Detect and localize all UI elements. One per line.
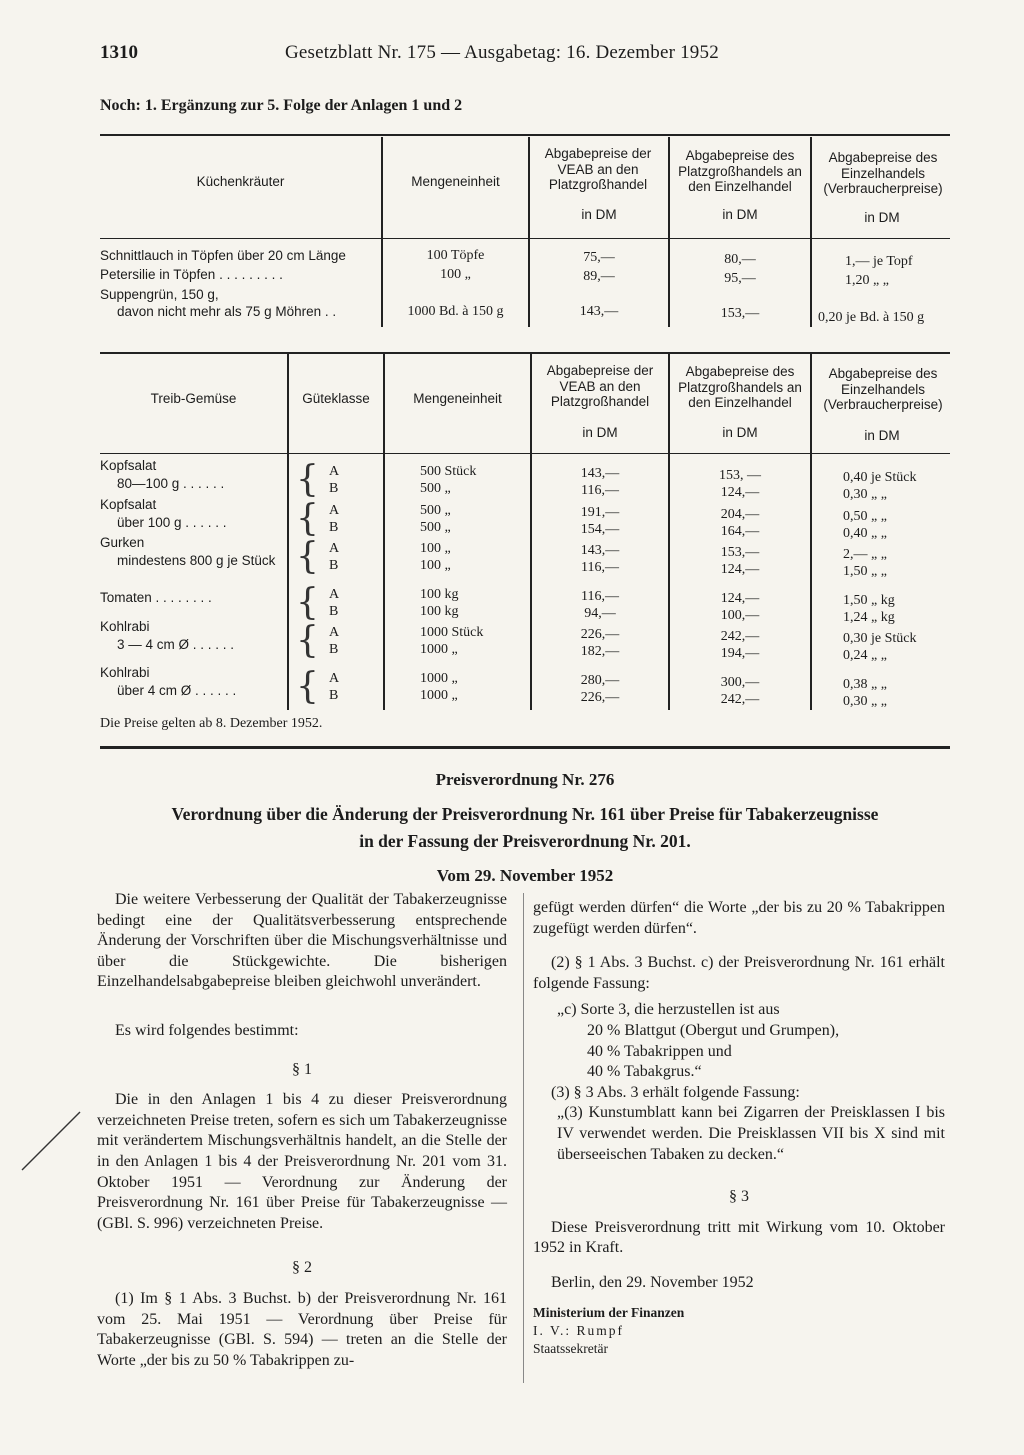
cell-veab: 94,— (584, 606, 616, 621)
page-number: 1310 (100, 42, 138, 63)
row-label: mindestens 800 g je Stück (117, 553, 276, 568)
paragraph: (2) § 1 Abs. 3 Buchst. c) der Preisverordnung Nr. 161 erhält folgende Fassung: (533, 954, 945, 992)
quote-line: 40 % Tabakgrus.“ (587, 1063, 702, 1081)
cell-einzel: 1,20 „ „ (845, 273, 889, 288)
row-label: Kopfsalat (100, 497, 157, 512)
row-label: 80—100 g . . . . . . (117, 476, 225, 491)
grade-b: B (329, 604, 339, 619)
cell-gross: 80,— (724, 252, 756, 267)
cell-gross: 124,— (720, 591, 760, 606)
section-mark: § 3 (729, 1188, 749, 1206)
grade-b: B (329, 558, 339, 573)
cell-einzel: 0,40 je Stück (843, 470, 917, 485)
brace: { (296, 536, 319, 577)
paragraph: Diese Preisverordnung tritt mit Wirkung vom 10. Oktober 1952 in Kraft. (533, 1218, 945, 1257)
decree-date: Vom 29. November 1952 (436, 866, 614, 885)
cell-menge: 100 „ (420, 558, 451, 573)
cell-veab: 191,— (580, 505, 620, 520)
row-label: Kohlrabi (100, 619, 150, 634)
column-header: Abgabepreise des Einzelhandels (Verbraucherpreise) (823, 150, 943, 196)
cell-veab: 89,— (583, 269, 615, 284)
cell-veab: 280,— (580, 673, 620, 688)
cell-gross: 242,— (720, 629, 760, 644)
row-label: Kopfsalat (100, 458, 157, 473)
cell-veab: 154,— (580, 522, 620, 537)
row-label: Suppengrün, 150 g, (100, 287, 219, 302)
row-label: davon nicht mehr als 75 g Möhren . . (117, 304, 337, 319)
cell-menge: 500 Stück (420, 464, 477, 479)
cell-gross: 242,— (720, 692, 760, 707)
cell-gross: 124,— (720, 485, 760, 500)
column-header: Abgabepreise der VEAB an den Platzgroßhandel (546, 363, 654, 409)
right-column (533, 898, 945, 1358)
decree-subtitle: Verordnung über die Änderung der Preisverordnung Nr. 161 über Preise für Tabakerzeugnisse (171, 804, 879, 824)
cell-einzel: 1,50 „ „ (843, 564, 887, 579)
quote-paragraph: „(3) Kunstumblatt kann bei Zigarren der Preisklassen I bis IV verwendet werden. Die Preisklassen VII bis X sind mit überseeischen Tabaken zu decken.“ (557, 1104, 945, 1163)
cell-menge: 100 kg (420, 604, 459, 619)
cell-einzel: 0,20 je Bd. à 150 g (818, 310, 925, 325)
unit-label: in DM (581, 207, 617, 222)
decree-title: Preisverordnung Nr. 276 (435, 770, 615, 789)
cell-gross: 124,— (720, 562, 760, 577)
cell-menge: 500 „ (420, 520, 451, 535)
section-mark: § 1 (292, 1060, 312, 1078)
brace: { (296, 582, 319, 623)
cell-gross: 153, — (719, 468, 761, 483)
cell-menge: 1000 Bd. à 150 g (407, 304, 504, 319)
cell-menge: 1000 „ (420, 671, 458, 686)
cell-einzel: 2,— „ „ (843, 547, 887, 562)
column-header: Küchenkräuter (196, 174, 285, 189)
paragraph: (3) § 3 Abs. 3 erhält folgende Fassung: (551, 1083, 800, 1101)
cell-veab: 116,— (581, 560, 619, 575)
cell-einzel: 0,30 „ „ (843, 487, 887, 502)
cell-gross: 204,— (720, 507, 760, 522)
cell-gross: 100,— (720, 608, 760, 623)
cell-einzel: 0,40 „ „ (843, 526, 887, 541)
cell-veab: 226,— (580, 690, 620, 705)
grade-a: A (329, 541, 340, 556)
cell-veab: 143,— (580, 543, 620, 558)
signature-role: Staatssekretär (533, 1340, 608, 1356)
cell-einzel: 0,50 „ „ (843, 509, 887, 524)
footnote: Die Preise gelten ab 8. Dezember 1952. (100, 716, 323, 731)
section-mark: § 2 (292, 1259, 312, 1277)
cell-veab: 143,— (580, 466, 620, 481)
left-column (97, 890, 507, 1371)
signature-name: I. V.: Rumpf (533, 1322, 625, 1338)
signature-ministry: Ministerium der Finanzen (533, 1304, 685, 1320)
quote-line: 40 % Tabakrippen und (587, 1042, 732, 1060)
quote-line: 20 % Blattgut (Obergut und Grumpen), (587, 1021, 840, 1039)
header-title: Gesetzblatt Nr. 175 — Ausgabetag: 16. Dezember 1952 (285, 42, 719, 63)
cell-einzel: 0,38 „ „ (843, 677, 887, 692)
cell-veab: 116,— (581, 589, 619, 604)
unit-label: in DM (722, 207, 758, 222)
row-label: Kohlrabi (100, 665, 150, 680)
cell-einzel: 0,24 „ „ (843, 648, 887, 663)
row-label: über 4 cm Ø . . . . . . (117, 683, 237, 698)
pen-mark (18, 1108, 118, 1188)
grade-a: A (329, 503, 340, 518)
cell-einzel: 1,24 „ kg (843, 610, 895, 625)
column-header: Treib-Gemüse (150, 391, 237, 406)
cell-einzel: 1,— je Topf (845, 254, 913, 269)
cell-veab: 75,— (583, 250, 615, 265)
cell-gross: 153,— (720, 306, 760, 321)
paragraph: (1) Im § 1 Abs. 3 Buchst. b) der Preisverordnung Nr. 161 vom 25. Mai 1951 — Verordnung über Preise für Tabakerzeugnisse (GBl. S. 594) — treten an die Stelle der Worte „der bis zu 50 % Tabakrippen zu- (97, 1289, 507, 1369)
paragraph: Die weitere Verbesserung der Qualität der Tabakerzeugnisse bedingt eine der Qualitätsverbesserung entsprechende Änderung der Vorschriften über die Mischungsverhältnisse und über die Stückgewichte. Die bisherigen Einzelhandelsabgabepreise bleiben gleichwohl unverändert. (97, 891, 507, 991)
cell-menge: 1000 Stück (420, 625, 484, 640)
brace: { (296, 620, 319, 661)
row-label: 3 — 4 cm Ø . . . . . . (117, 637, 235, 652)
grade-b: B (329, 688, 339, 703)
cell-veab: 182,— (580, 644, 620, 659)
paragraph: Die in den Anlagen 1 bis 4 zu dieser Preisverordnung verzeichneten Preise treten, sofern es sich um Tabakerzeugnisse mit verändertem Mischungsverhältnis handelt, an die Stelle der in den Anlagen 1 bis 4 der Preisverordnung Nr. 201 vom 31. Oktober 1951 — Verordnung zur Änderung der Preisverordnung Nr. 161 über Preise für Tabakerzeugnisse — (GBl. S. 996) verzeichneten Preise. (97, 1091, 507, 1232)
cell-einzel: 0,30 je Stück (843, 631, 917, 646)
grade-a: A (329, 464, 340, 479)
grade-a: A (329, 671, 340, 686)
unit-label: in DM (864, 428, 900, 443)
cell-gross: 153,— (720, 545, 760, 560)
row-label: Tomaten . . . . . . . . (100, 590, 212, 605)
row-label: Schnittlauch in Töpfen über 20 cm Länge (100, 248, 346, 263)
paragraph: Berlin, den 29. November 1952 (551, 1273, 754, 1291)
cell-menge: 100 „ (440, 267, 471, 282)
cell-menge: 1000 „ (420, 642, 458, 657)
column-header: Abgabepreise des Platzgroßhandels an den Einzelhandel (678, 364, 802, 410)
column-header: Mengeneinheit (411, 174, 500, 189)
cell-veab: 143,— (579, 304, 619, 319)
column-header: Abgabepreise der VEAB an den Platzgroßhandel (544, 146, 652, 192)
cell-gross: 164,— (720, 524, 760, 539)
grade-b: B (329, 642, 339, 657)
cell-menge: 500 „ (420, 503, 451, 518)
cell-menge: 1000 „ (420, 688, 458, 703)
cell-menge: 500 „ (420, 481, 451, 496)
paragraph: Es wird folgendes bestimmt: (115, 1021, 299, 1039)
grade-b: B (329, 520, 339, 535)
row-label: Petersilie in Töpfen . . . . . . . . . (100, 267, 283, 282)
quote-line: „c) Sorte 3, die herzustellen ist aus (557, 1001, 780, 1019)
row-label: Gurken (100, 535, 145, 550)
cell-gross: 95,— (724, 271, 756, 286)
brace: { (296, 459, 319, 500)
unit-label: in DM (722, 425, 758, 440)
paragraph: gefügt werden dürfen“ die Worte „der bis zu 20 % Tabakrippen zugefügt werden dürfen“. (533, 899, 945, 937)
cell-einzel: 0,30 „ „ (843, 694, 887, 709)
page-header (100, 42, 960, 68)
section-heading: Noch: 1. Ergänzung zur 5. Folge der Anlagen 1 und 2 (100, 97, 463, 114)
decree-subtitle-2: in der Fassung der Preisverordnung Nr. 201. (359, 831, 691, 851)
cell-veab: 116,— (581, 483, 619, 498)
cell-einzel: 1,50 „ kg (843, 593, 895, 608)
brace: { (296, 666, 319, 707)
column-header: Abgabepreise des Platzgroßhandels an den Einzelhandel (678, 148, 802, 194)
column-header: Güteklasse (302, 391, 370, 406)
cell-gross: 300,— (720, 675, 760, 690)
row-label: über 100 g . . . . . . (117, 515, 227, 530)
cell-veab: 226,— (580, 627, 620, 642)
grade-a: A (329, 587, 340, 602)
unit-label: in DM (582, 425, 618, 440)
brace: { (296, 498, 319, 539)
cell-menge: 100 kg (420, 587, 459, 602)
cell-menge: 100 „ (420, 541, 451, 556)
unit-label: in DM (864, 210, 900, 225)
cell-menge: 100 Töpfe (426, 248, 485, 263)
grade-a: A (329, 625, 340, 640)
grade-b: B (329, 481, 339, 496)
column-header: Mengeneinheit (413, 391, 502, 406)
cell-gross: 194,— (720, 646, 760, 661)
column-header: Abgabepreise des Einzelhandels (Verbraucherpreise) (823, 366, 943, 412)
